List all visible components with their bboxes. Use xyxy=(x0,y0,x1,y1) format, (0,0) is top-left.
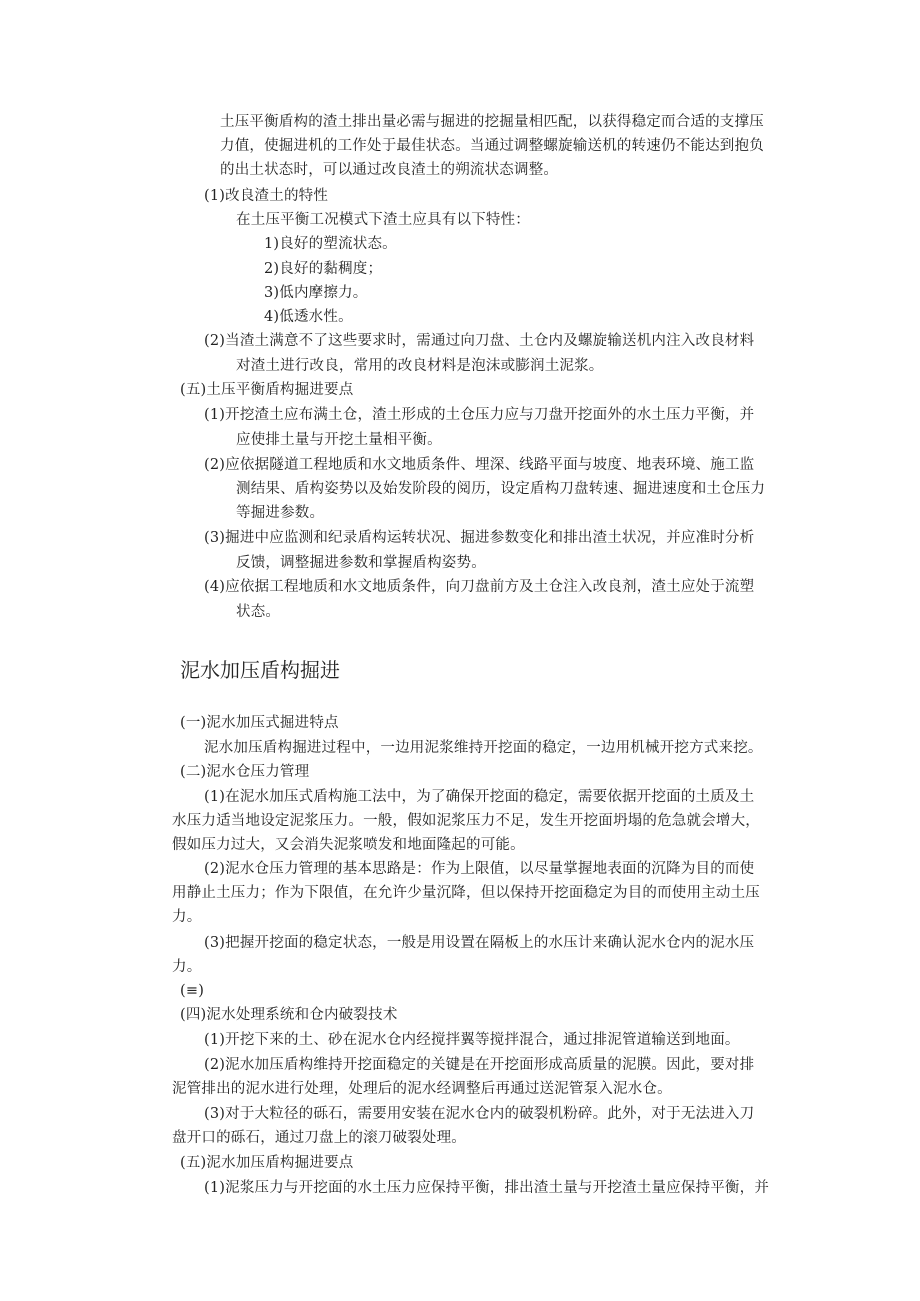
paragraph-line: 在土压平衡工况模式下渣土应具有以下特性： xyxy=(236,212,530,228)
paragraph-line: (1)开挖下来的土、砂在泥水仓内经搅拌翼等搅拌混合，通过排泥管道输送到地面。 xyxy=(204,1032,740,1048)
list-item-heading: (1)改良渣土的特性 xyxy=(204,188,329,204)
list-item: (2)当渣土满意不了这些要求时，需通过向刀盘、土仓内及螺旋输送机内注入改良材料 xyxy=(204,333,755,349)
paragraph-line: 对渣土进行改良，常用的改良材料是泡沫或膨润土泥浆。 xyxy=(236,358,604,374)
paragraph-line: 土压平衡盾构的渣土排出量必需与掘进的挖掘量相匹配，以获得稳定而合适的支撑压 xyxy=(220,114,764,130)
paragraph-line: 用静止土压力；作为下限值，在允许少量沉降，但以保持开挖面稳定为目的而使用主动土压 xyxy=(172,885,760,901)
list-item: 1)良好的塑流状态。 xyxy=(264,236,397,252)
paragraph-line: 盘开口的砾石，通过刀盘上的滚刀破裂处理。 xyxy=(172,1130,466,1146)
paragraph-line: 泥水加压盾构掘进过程中，一边用泥浆维持开挖面的稳定，一边用机械开挖方式来挖。 xyxy=(204,740,763,756)
section-heading: (五)土压平衡盾构掘进要点 xyxy=(180,382,354,398)
paragraph-line: 力。 xyxy=(172,909,202,925)
paragraph-line: 力。 xyxy=(172,959,202,975)
paragraph-line: 水压力适当地设定泥浆压力。一般，假如泥浆压力不足，发生开挖面坍塌的危急就会增大， xyxy=(172,813,760,829)
paragraph-line: (1)在泥水加压式盾构施工法中，为了确保开挖面的稳定，需要依据开挖面的土质及土 xyxy=(204,789,755,805)
list-item: (4)应依据工程地质和水文地质条件，向刀盘前方及土仓注入改良剂，渣土应处于流塑 xyxy=(204,579,755,595)
paragraph-line: 状态。 xyxy=(236,604,281,620)
paragraph-line: (2)泥水加压盾构维持开挖面稳定的关键是在开挖面形成高质量的泥膜。因此，要对排 xyxy=(204,1057,755,1073)
list-item: 4)低透水性。 xyxy=(264,309,353,325)
list-item: 3)低内摩擦力。 xyxy=(264,285,368,301)
paragraph-line: (3)把握开挖面的稳定状态，一般是用设置在隔板上的水压计来确认泥水仓内的泥水压 xyxy=(204,935,755,951)
paragraph-line: 测结果、盾构姿势以及始发阶段的阅历，设定盾构刀盘转速、掘进速度和土仓压力 xyxy=(236,481,766,497)
list-item: (2)应依据隧道工程地质和水文地质条件、埋深、线路平面与坡度、地表环境、施工监 xyxy=(204,457,755,473)
paragraph-line: 的出土状态时，可以通过改良渣土的朔流状态调整。 xyxy=(220,162,559,178)
paragraph-line: (2)泥水仓压力管理的基本思路是：作为上限值，以尽量掌握地表面的沉降为目的而使 xyxy=(204,861,755,877)
paragraph-line: (1)泥浆压力与开挖面的水土压力应保持平衡，排出渣土量与开挖渣土量应保持平衡，并 xyxy=(204,1180,770,1196)
paragraph-line: 反馈，调整掘进参数和掌握盾构姿势。 xyxy=(236,555,486,571)
paragraph-line: 等掘进参数。 xyxy=(236,505,325,521)
list-item: (3)掘进中应监测和纪录盾构运转状况、掘进参数变化和排出渣土状况，并应准时分析 xyxy=(204,530,755,546)
paragraph-line: 假如压力过大，又会消失泥浆喷发和地面隆起的可能。 xyxy=(172,837,525,853)
section-heading: (五)泥水加压盾构掘进要点 xyxy=(180,1155,354,1171)
section-heading: (一)泥水加压式掘进特点 xyxy=(180,715,339,731)
paragraph-line: 应使排土量与开挖土量相平衡。 xyxy=(236,432,442,448)
paragraph-line: (3)对于大粒径的砾石，需要用安装在泥水仓内的破裂机粉碎。此外，对于无法进入刀 xyxy=(204,1106,755,1122)
section-heading: (二)泥水仓压力管理 xyxy=(180,764,310,780)
paragraph-line: 力值，使掘进机的工作处于最佳状态。当通过调整螺旋输送机的转速仍不能达到抱负 xyxy=(220,138,764,154)
section-heading: (四)泥水处理系统和仓内破裂技术 xyxy=(180,1007,398,1023)
paragraph-line: 泥管排出的泥水进行处理，处理后的泥水经调整后再通过送泥管泵入泥水仓。 xyxy=(172,1081,672,1097)
page-title: 泥水加压盾构掘进 xyxy=(180,658,340,682)
list-item: 2)良好的黏稠度； xyxy=(264,261,383,277)
section-heading: (≡) xyxy=(180,983,205,999)
list-item: (1)开挖渣土应布满土仓，渣土形成的土仓压力应与刀盘开挖面外的水土压力平衡，并 xyxy=(204,407,755,423)
